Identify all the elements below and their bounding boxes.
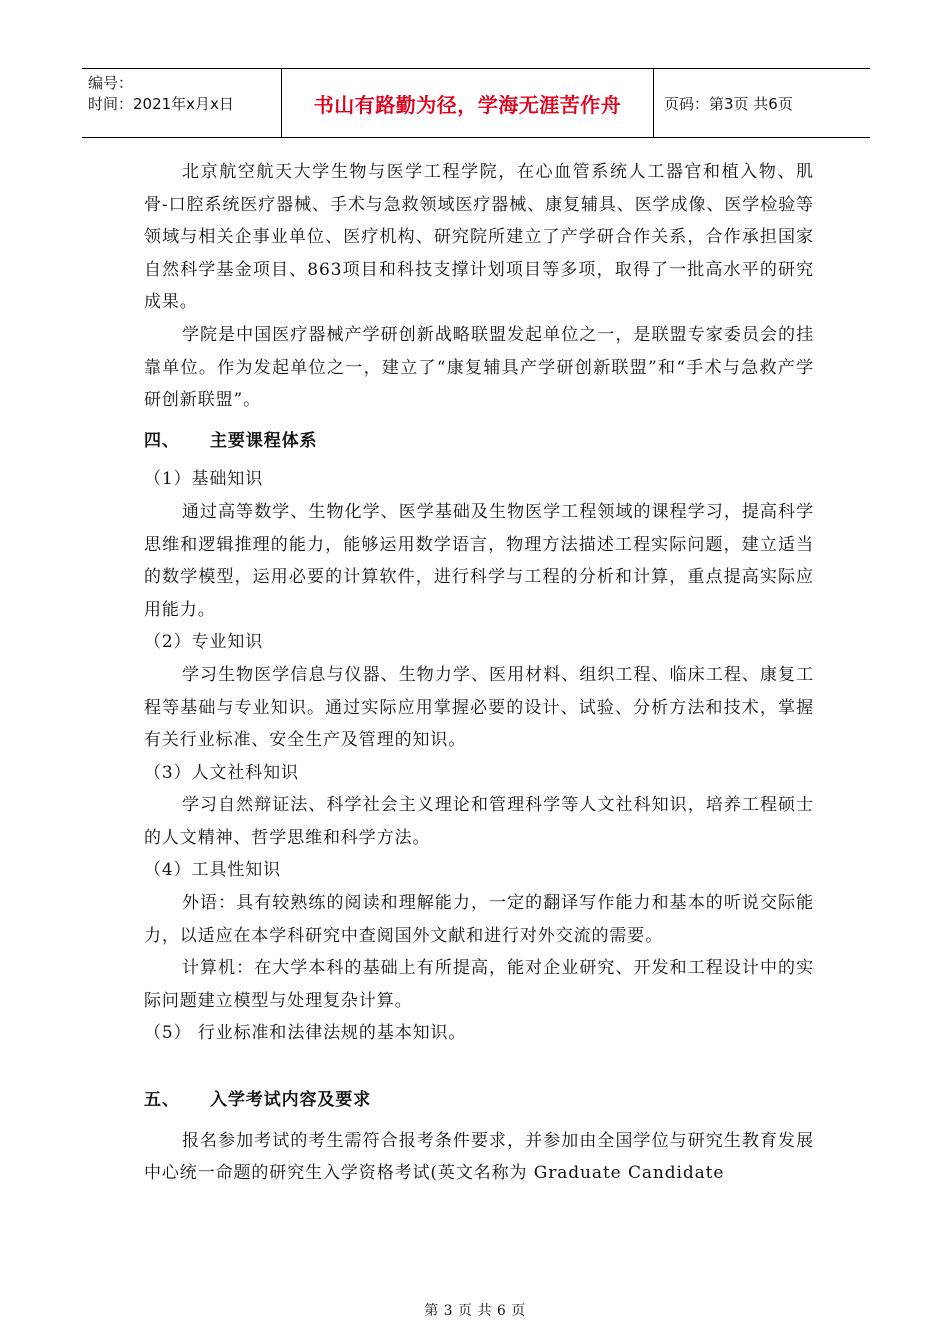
- subheading-humanities-knowledge: （3）人文社科知识: [144, 762, 299, 783]
- paragraph-basic-knowledge: 通过高等数学、生物化学、医学基础及生物医学工程领域的课程学习，提高科学思维和逻辑推理的能力，能够运用数学语言，物理方法描述工程实际问题，建立适当的数学模型，运用必要的计算软件，进行科学与工程的分析和计算，重点提高实际应用能力。: [144, 501, 814, 620]
- document-body: [144, 156, 814, 1190]
- paragraph-entrance-exam: 报名参加考试的考生需符合报考条件要求，并参加由全国学位与研究生教育发展中心统一命题的研究生入学资格考试(英文名称为 Graduate Candidate: [144, 1130, 814, 1184]
- section-heading-5: [144, 1084, 814, 1117]
- section-5-number: 五、: [144, 1090, 180, 1111]
- section-heading-4: [144, 425, 814, 458]
- paragraph-alliance: 学院是中国医疗器械产学研创新战略联盟发起单位之一，是联盟专家委员会的挂靠单位。作为发起单位之一，建立了“康复辅具产学研创新联盟”和“手术与急救产学研创新联盟”。: [144, 324, 814, 411]
- section-4-number: 四、: [144, 430, 180, 451]
- subheading-standards-law: （5） 行业标准和法律法规的基本知识。: [144, 1023, 467, 1044]
- paragraph-humanities-knowledge: 学习自然辩证法、科学社会主义理论和管理科学等人文社科知识，培养工程硕士的人文精神、哲学思维和科学方法。: [144, 795, 814, 848]
- header-motto: 书山有路勤为径，学海无涯苦作舟: [282, 69, 654, 137]
- page-footer: 第 3 页 共 6 页: [424, 1303, 526, 1319]
- document-number-label: 编号：: [88, 74, 134, 92]
- subheading-basic-knowledge: （1）基础知识: [144, 469, 264, 490]
- section-5-title: 入学考试内容及要求: [210, 1090, 372, 1111]
- paragraph-foreign-language: 外语：具有较熟练的阅读和理解能力，一定的翻译写作能力和基本的听说交际能力，以适应在本学科研究中查阅国外文献和进行对外交流的需要。: [144, 893, 814, 946]
- subheading-professional-knowledge: （2）专业知识: [144, 632, 264, 653]
- paragraph-computer: 计算机：在大学本科的基础上有所提高，能对企业研究、开发和工程设计中的实际问题建立模型与处理复杂计算。: [144, 958, 814, 1011]
- page-header: [82, 68, 870, 138]
- header-left-cell: [82, 69, 282, 137]
- paragraph-professional-knowledge: 学习生物医学信息与仪器、生物力学、医用材料、组织工程、临床工程、康复工程等基础与专业知识。通过实际应用掌握必要的设计、试验、分析方法和技术，掌握有关行业标准、安全生产及管理的知识。: [144, 664, 814, 751]
- header-page-info: 页码：第3页 共6页: [664, 94, 793, 113]
- subheading-tool-knowledge: （4）工具性知识: [144, 860, 282, 881]
- section-4-title: 主要课程体系: [210, 430, 318, 451]
- paragraph-intro: 北京航空航天大学生物与医学工程学院，在心血管系统人工器官和植入物、肌骨-口腔系统医疗器械、手术与急救领域医疗器械、康复辅具、医学成像、医学检验等领域与相关企事业单位、医疗机构、研究院所建立了产学研合作关系，合作承担国家自然科学基金项目、863项目和科技支撑计划项目等多项，取得了一批高水平的研究成果。: [144, 162, 814, 313]
- document-time-label: 时间：2021年x月x日: [88, 95, 234, 113]
